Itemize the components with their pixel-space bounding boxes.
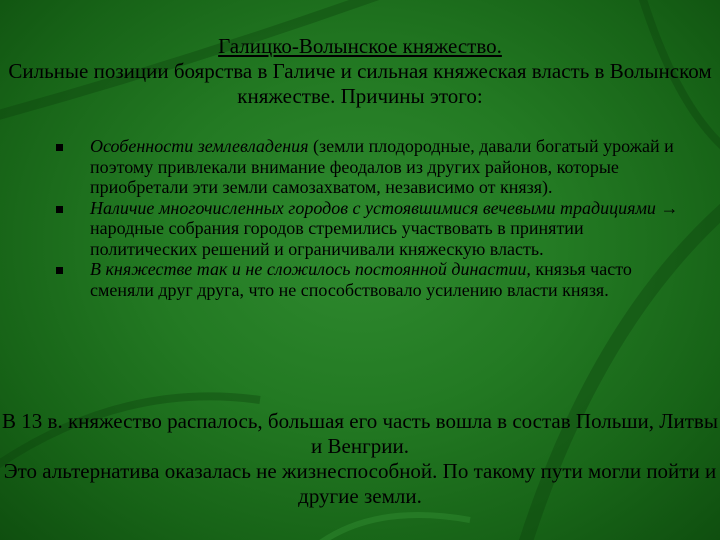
square-bullet-icon [56, 206, 63, 213]
bullet-list [44, 136, 684, 300]
conclusion-paragraph-2: Это альтернатива оказалась не жизнеспособной. По такому пути могли пойти и другие земли. [3, 459, 717, 508]
title-heading: Галицко-Волынское княжество. [218, 34, 502, 58]
conclusion-paragraph-1: В 13 в. княжество распалось, большая его часть вошла в состав Польши, Литвы и Венгрии. [2, 409, 718, 458]
bullet-3-text: князья часто сменяли друг друга, что не способствовало усилению власти князя. [90, 259, 632, 300]
bullet-1-text: (земли плодородные, давали богатый урожай и поэтому привлекали внимание феодалов из других районов, которые приобретали эти земли самозахватом, независимо от князя). [90, 136, 674, 197]
bullet-item-1 [44, 136, 684, 198]
conclusion [0, 409, 720, 509]
bullet-2-text: → народные собрания городов стремились участвовать в принятии политических решений и ограничивали княжескую власть. [90, 197, 679, 259]
slide-title [0, 34, 720, 109]
bullet-3-emphasis: В княжестве так и не сложилось постоянной династии, [90, 259, 531, 279]
square-bullet-icon [56, 144, 63, 151]
bullet-item-2 [44, 198, 684, 260]
bullet-1-emphasis: Особенности землевладения [90, 136, 309, 156]
square-bullet-icon [56, 267, 63, 274]
title-subtitle: Сильные позиции боярства в Галиче и сильная княжеская власть в Волынском княжестве. Причины этого: [8, 59, 712, 108]
bullet-2-emphasis: Наличие многочисленных городов с устоявшимися вечевыми традициями [90, 197, 656, 218]
bullet-item-3 [44, 259, 684, 300]
